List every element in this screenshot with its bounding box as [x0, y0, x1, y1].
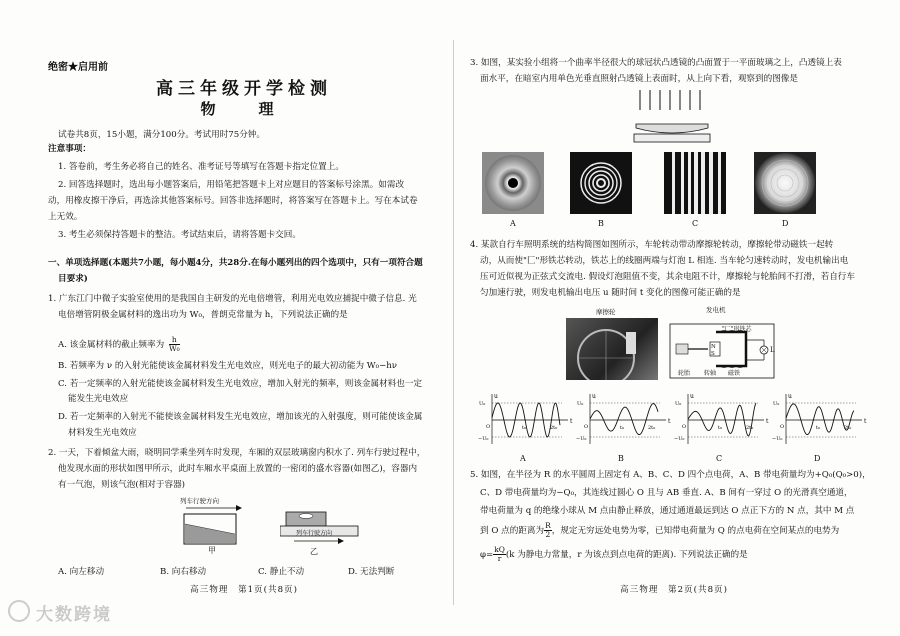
ut-label-u0: U₀	[773, 401, 780, 407]
q4-label-lamp: L	[770, 346, 775, 354]
ut-label-t0: t₀	[522, 425, 527, 431]
ut-label-t: t	[864, 418, 867, 425]
q2-stem-b: 他发现水面的形状如图甲所示，此时车厢水平桌面上放置的一密闭的盛水容器(如图乙)，容器内	[58, 464, 418, 474]
exam-subject: 物 理	[200, 100, 288, 118]
ut-label-t: t	[766, 418, 769, 425]
ut-graph-d	[772, 393, 867, 444]
q2-figure-yi-label: 乙	[310, 547, 318, 556]
ut-label-origin: O	[486, 424, 491, 430]
q2-direction-label-b: 列车行驶方向	[296, 530, 333, 537]
q4-label-axis: 转轴	[704, 370, 717, 377]
ut-graph-a	[478, 393, 573, 444]
q1-option-d-b: 材料发生光电效应	[68, 428, 137, 438]
q4-stem-b: 动，从而使"匚"形铁芯转动，铁芯上的线圈两端与灯泡 L 相连. 当车轮匀速转动时，发电机输出电	[480, 256, 849, 266]
right-page	[470, 0, 878, 636]
q4-option-c[interactable]: C	[716, 454, 723, 463]
notice-2b: 动，用橡皮擦干净后，再选涂其他答案标号。回答非选择题时，将答案写在答题卡上。写在本试卷	[48, 196, 418, 206]
q2-figure-yi-svg	[280, 506, 360, 546]
q4-stem-d: 匀加速行驶，则发电机输出电压 u 随时间 t 变化的图像可能正确的是	[480, 288, 741, 298]
q5-stem-e: φ= $\frac{kQ}{r}$ (k 为静电力常量，r 为该点到点电荷的距离). 下列说法正确的是	[480, 545, 748, 563]
secret-mark: 绝密★启用前	[48, 62, 108, 73]
ut-label-2t0: 2t₀	[844, 425, 852, 431]
q1-option-c-a[interactable]: C. 若一定频率的入射光能使该金属材料发生光电效应，增加入射光的频率，则该金属材料也一定	[58, 379, 423, 389]
q4-label-friction: 摩擦轮	[596, 308, 616, 316]
q1-stem-a: 1. 广东江门中微子实验室使用的是我国自主研发的光电倍增管，利用光电效应捕捉中微子信息. 光	[48, 294, 417, 304]
ut-label-u0: U₀	[577, 401, 584, 407]
ut-label-2t0: 2t₀	[746, 425, 754, 431]
q4-label-generator: 发电机	[706, 306, 726, 314]
q1-option-a[interactable]: A. 该金属材料的截止频率为 $\frac{h}{\text{W₀}}$	[58, 335, 180, 353]
q2-figure-jia	[178, 496, 248, 554]
q2-figure-yi	[280, 506, 360, 554]
q2-option-b[interactable]: B. 向右移动	[160, 567, 207, 577]
notice-title: 注意事项：	[48, 144, 91, 154]
footer-right: 高三物理 第2页(共8页)	[620, 585, 728, 595]
q4-option-b[interactable]: B	[618, 454, 624, 463]
ut-label-u: u	[690, 393, 694, 400]
q3-stem-b: 面水平，在暗室内用单色光垂直照射凸透镜上表面时，从上向下看，观察到的图像是	[480, 74, 798, 84]
ut-label-2t0: 2t₀	[550, 425, 558, 431]
q4-option-a[interactable]: A	[520, 454, 526, 463]
section1-heading-a: 一、单项选择题(本题共7小题，每小题4分，共28分.在每小题列出的四个选项中，只有一项符合题	[48, 258, 423, 268]
notice-1: 1. 答卷前，考生务必将自己的姓名、准考证号等填写在答题卡指定位置上。	[58, 162, 344, 172]
q2-stem-c: 有一气泡，则该气泡(相对于容器)	[58, 480, 186, 490]
q2-figure-jia-label: 甲	[208, 546, 216, 555]
ut-label-neg-u0: −U₀	[674, 436, 685, 442]
q2-direction-label-a: 列车行驶方向	[180, 497, 219, 505]
ut-label-u: u	[788, 393, 792, 400]
q3-option-b[interactable]: B	[598, 219, 604, 228]
q4-label-magnet: 磁铁	[728, 370, 741, 377]
ut-label-t: t	[668, 418, 671, 425]
ut-label-u: u	[592, 393, 596, 400]
ut-label-2t0: 2t₀	[648, 425, 656, 431]
footer-left: 高三物理 第1页(共8页)	[190, 585, 298, 595]
q1-a-fraction: $\frac{h}{\text{W₀}}$	[168, 335, 180, 353]
q4-label-core: "匚"形铁芯	[722, 326, 752, 333]
q5-stem-a: 5. 如图，在半径为 R 的水平圆周上固定有 A、B、C、D 四个点电荷，A、B 带电荷量均为+Q₀(Q₀>0)，	[470, 470, 871, 480]
intro-line: 试卷共8页，15小题，满分100分。考试用时75分钟。	[58, 130, 266, 140]
ut-label-origin: O	[780, 424, 785, 430]
pattern-b-image	[570, 152, 632, 214]
notice-3: 3. 考生必须保持答题卡的整洁。考试结束后，请将答题卡交回。	[58, 230, 301, 240]
ut-graph-b	[576, 393, 671, 444]
q2-option-a[interactable]: A. 向左移动	[58, 567, 105, 577]
q4-label-s: S	[711, 351, 715, 357]
page-divider	[453, 40, 454, 605]
q5-fraction-kq-r: $\frac{kQ}{r}$	[494, 545, 505, 563]
q3-lens-figure	[630, 88, 714, 148]
ut-label-neg-u0: −U₀	[772, 436, 783, 442]
left-page	[48, 0, 440, 636]
q4-label-n: N	[711, 344, 716, 350]
ut-label-neg-u0: −U₀	[478, 436, 489, 442]
q1-option-d-a[interactable]: D. 若一定频率的入射光不能使该金属材料发生光电效应，增加该光的入射强度，则可能使该金属	[58, 412, 423, 422]
q4-bicycle-photo	[566, 318, 658, 380]
q4-label-tire: 轮胎	[678, 370, 691, 377]
watermark-text: 大数跨境	[36, 605, 112, 625]
exam-title: 高三年级开学检测	[156, 79, 332, 99]
q3-stem-a: 3. 如图，某实验小组将一个曲率半径很大的球冠状凸透镜的凸面置于一平面玻璃之上，凸透镜上表	[470, 58, 842, 68]
ut-label-u: u	[494, 393, 498, 400]
q3-patterns	[482, 152, 878, 232]
watermark-logo-icon	[8, 600, 30, 622]
notice-2a: 2. 回答选择题时，选出每小题答案后，用铅笔把答题卡上对应题目的答案标号涂黑。如需改	[58, 180, 405, 190]
ut-label-neg-u0: −U₀	[576, 436, 587, 442]
q2-stem-a: 2. 一天，下着倾盆大雨，晓明同学乘坐列车时发现，车厢的双层玻璃窗内积水了. 列车行驶过程中，	[48, 448, 426, 458]
q1-option-b[interactable]: B. 若频率为 ν 的入射光能使该金属材料发生光电效应，则光电子的最大初动能为 W₀−hν	[58, 361, 398, 371]
q5-fraction-r2: $\frac{R}{2}$	[545, 521, 551, 539]
q5-stem-c: 带电荷量为 q 的绝缘小球从 M 点由静止释放，通过通道最远到达 O 点正下方的 N 点，其中 M 点	[480, 506, 855, 516]
ut-label-u0: U₀	[675, 401, 682, 407]
notice-2c: 上无效。	[48, 212, 83, 222]
q4-stem-c: 压可近似视为正弦式交流电. 假设灯泡阻值不变，其余电阻不计，摩擦轮与轮胎间不打滑，若自行车	[480, 272, 855, 282]
q2-option-d[interactable]: D. 无法判断	[348, 567, 395, 577]
q1-option-c-b: 能发生光电效应	[68, 394, 129, 404]
q4-option-d[interactable]: D	[814, 454, 821, 463]
ut-label-t0: t₀	[816, 425, 821, 431]
q4-bicycle-photo-svg	[566, 318, 658, 380]
q3-option-a[interactable]: A	[510, 219, 516, 228]
q3-option-d[interactable]: D	[782, 219, 789, 228]
ut-label-u0: U₀	[479, 401, 486, 407]
section1-heading-b: 目要求)	[58, 274, 88, 284]
q4-stem-a: 4. 某款自行车照明系统的结构简图如图所示，车轮转动带动摩擦轮转动，摩擦轮带动磁铁一起转	[470, 240, 834, 250]
q1-stem-b: 电倍增管阴极金属材料的逸出功为 W₀，普朗克常量为 h，下列说法正确的是	[58, 310, 348, 320]
ut-label-t0: t₀	[620, 425, 625, 431]
q5-stem-d: 到 O 点的距离为 $\frac{R}{2}$ ，规定无穷远处电势为零，已知带电荷量为 Q 的点电荷在空间某点的电势为	[480, 521, 840, 539]
ut-label-t: t	[570, 418, 573, 425]
ut-graph-c	[674, 393, 769, 444]
q3-option-c[interactable]: C	[692, 219, 699, 228]
ut-label-origin: O	[682, 424, 687, 430]
q5-stem-b: C、D 带电荷量均为−Q₀，其连线过圆心 O 且与 AB 垂直. A、B 间有一穿过 O 的光滑真空通道，	[480, 488, 853, 498]
ut-label-origin: O	[584, 424, 589, 430]
ut-label-t0: t₀	[718, 425, 723, 431]
q4-ut-graphs	[478, 390, 878, 454]
q2-option-c[interactable]: C. 静止不动	[258, 567, 305, 577]
